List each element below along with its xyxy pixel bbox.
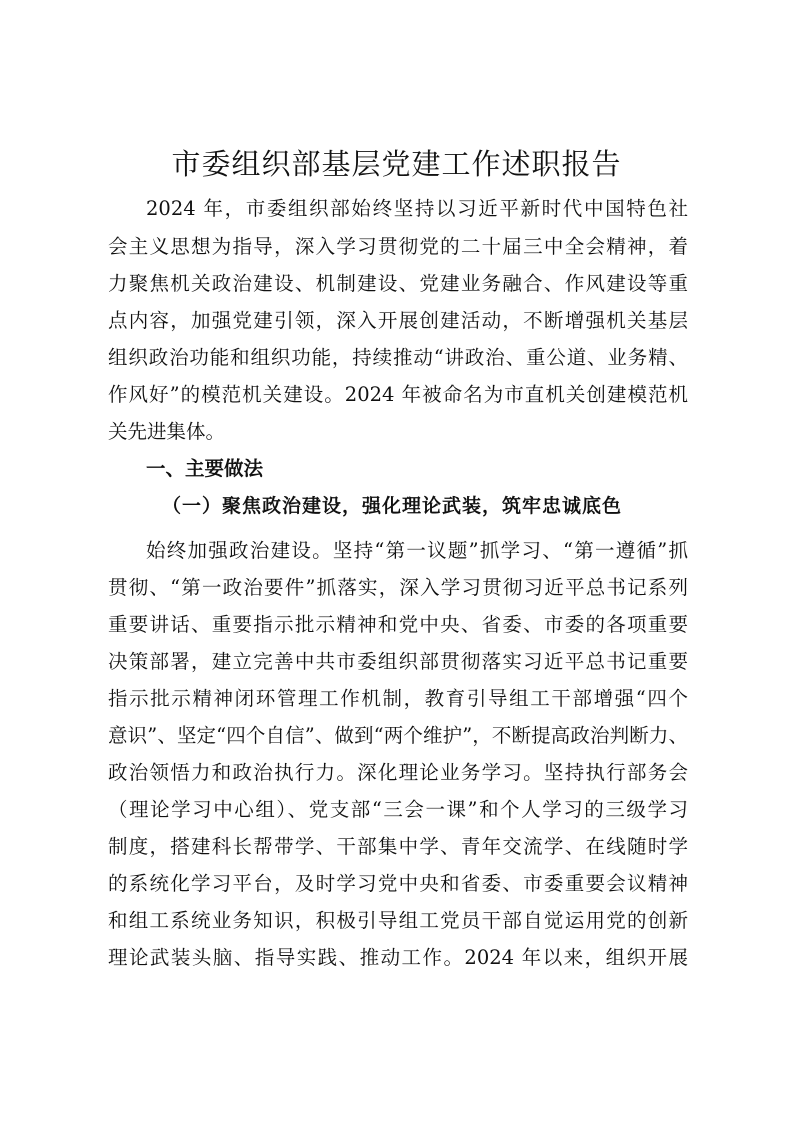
body-line-8: （理论学习中心组）、党支部“三会一课”和个人学习的三级学习: [108, 798, 688, 821]
intro-line-7: 关先进集体。: [108, 420, 226, 443]
intro-line-2: 会主义思想为指导，深入学习贯彻党的二十届三中全会精神，着: [108, 235, 688, 258]
body-line-7: 政治领悟力和政治执行力。深化理论业务学习。坚持执行部务会: [108, 761, 688, 784]
body-line-6: 意识”、坚定“四个自信”、做到“两个维护”，不断提高政治判断力、: [108, 724, 688, 747]
body-line-4: 决策部署，建立完善中共市委组织部贯彻落实习近平总书记重要: [108, 650, 688, 673]
subsection-heading: （一）聚焦政治建设，强化理论武装，筑牢忠诚底色: [162, 495, 623, 517]
body-line-12: 理论武装头脑、指导实践、推动工作。2024 年以来，组织开展: [108, 946, 688, 969]
document-title: 市委组织部基层党建工作述职报告: [171, 147, 622, 181]
body-line-9: 制度，搭建科长帮带学、干部集中学、青年交流学、在线随时学: [108, 835, 688, 858]
section-heading: 一、主要做法: [146, 457, 264, 480]
body-line-11: 和组工系统业务知识，积极引导组工党员干部自觉运用党的创新: [108, 909, 688, 932]
body-line-2: 贯彻、“第一政治要件”抓落实，深入学习贯彻习近平总书记系列: [108, 576, 688, 599]
intro-line-6: 作风好”的模范机关建设。2024 年被命名为市直机关创建模范机: [108, 383, 688, 406]
body-line-5: 指示批示精神闭环管理工作机制，教育引导组工干部增强“四个: [108, 687, 688, 710]
body-line-10: 的系统化学习平台，及时学习党中央和省委、市委重要会议精神: [108, 872, 688, 895]
intro-line-3: 力聚焦机关政治建设、机制建设、党建业务融合、作风建设等重: [108, 272, 688, 295]
intro-line-5: 组织政治功能和组织功能，持续推动“讲政治、重公道、业务精、: [108, 346, 688, 369]
body-line-1: 始终加强政治建设。坚持“第一议题”抓学习、“第一遵循”抓: [146, 539, 688, 562]
intro-line-1: 2024 年，市委组织部始终坚持以习近平新时代中国特色社: [146, 197, 688, 220]
intro-line-4: 点内容，加强党建引领，深入开展创建活动，不断增强机关基层: [108, 309, 688, 332]
body-line-3: 重要讲话、重要指示批示精神和党中央、省委、市委的各项重要: [108, 613, 688, 636]
